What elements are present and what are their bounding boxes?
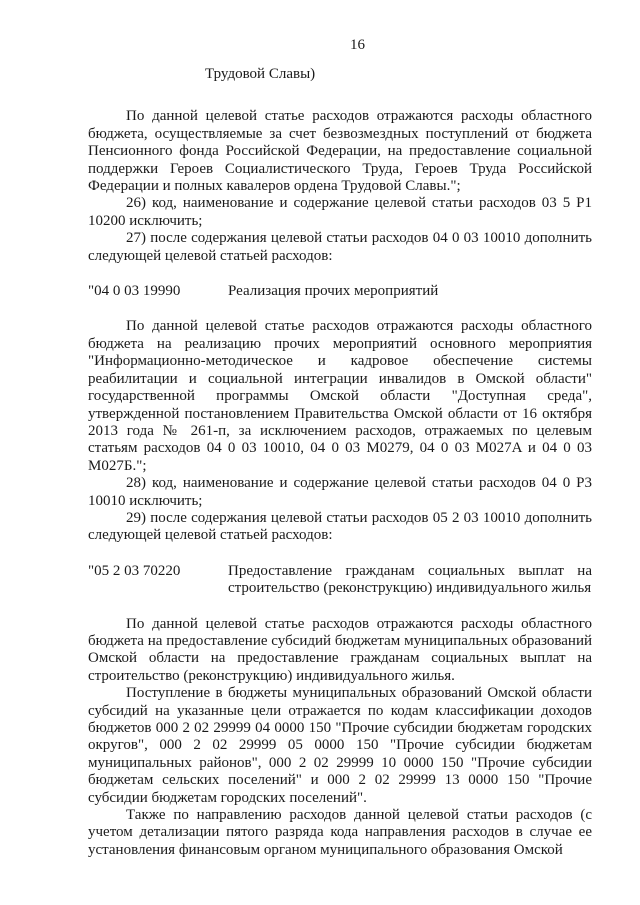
entry-2-title: Предоставление гражданам социальных выплат на строительство (реконструкцию) индивидуального жилья xyxy=(228,562,592,597)
entry-1-title: Реализация прочих мероприятий xyxy=(228,283,439,300)
entry-1 xyxy=(88,283,592,300)
document-body xyxy=(88,66,592,859)
entry-2-code: "05 2 03 70220 xyxy=(88,562,181,579)
item-27: 27) после содержания целевой статьи расходов 04 0 03 10010 дополнить следующей целевой статьей расходов: xyxy=(88,230,592,264)
paragraph-1: По данной целевой статье расходов отражаются расходы областного бюджета, осуществляемые за счет безвозмездных поступлений от бюджета Пенсионного фонда Российской Федерации, на предоставление социальной поддержки Героев Социалистического Труда, Героев Труда Российской Федерации и полных кавалеров ордена Трудовой Славы."; xyxy=(88,108,592,195)
item-26: 26) код, наименование и содержание целевой статьи расходов 03 5 P1 10200 исключить; xyxy=(88,195,592,229)
paragraph-2: По данной целевой статье расходов отражаются расходы областного бюджета на реализацию прочих мероприятий основного мероприятия "Информационно-методическое и кадровое обеспечение системы реабилитации и социальной интеграции инвалидов в Омской области" государственной программы Омской области "Доступная среда", утвержденной постановлением Правительства Омской области от 16 октября 2013 года № 261-п, за исключением расходов, отражаемых по целевым статьям расходов 04 0 03 10010, 04 0 03 M0279, 04 0 03 M027A и 04 0 03 M027Б."; xyxy=(88,318,592,474)
paragraph-3: По данной целевой статье расходов отражаются расходы областного бюджета на предоставление субсидий бюджетам муниципальных образований Омской области на предоставление гражданам социальных выплат на строительство (реконструкцию) индивидуального жилья. xyxy=(88,615,592,684)
entry-2 xyxy=(88,563,592,598)
page-number: 16 xyxy=(350,37,365,53)
entry-1-code: "04 0 03 19990 xyxy=(88,283,181,300)
item-29: 29) после содержания целевой статьи расходов 05 2 03 10010 дополнить следующей целевой статьей расходов: xyxy=(88,509,592,544)
continuation-text: Трудовой Славы) xyxy=(205,66,316,82)
paragraph-4: Поступление в бюджеты муниципальных образований Омской области субсидий на указанные цели отражается по кодам классификации доходов бюджетов 000 2 02 29999 04 0000 150 "Прочие субсидии бюджетам городских округов", 000 2 02 29999 05 0000 150 "Прочие субсидии бюджетам муниципальных районов", 000 2 02 29999 10 0000 150 "Прочие субсидии бюджетам сельских поселений" и 000 2 02 29999 13 0000 150 "Прочие субсидии бюджетам городских поселений". xyxy=(88,685,592,806)
item-28: 28) код, наименование и содержание целевой статьи расходов 04 0 P3 10010 исключить; xyxy=(88,475,592,509)
paragraph-5: Также по направлению расходов данной целевой статьи расходов (с учетом детализации пятого разряда кода направления расходов в случае ее установления финансовым органом муниципального образования Омской xyxy=(88,807,592,858)
